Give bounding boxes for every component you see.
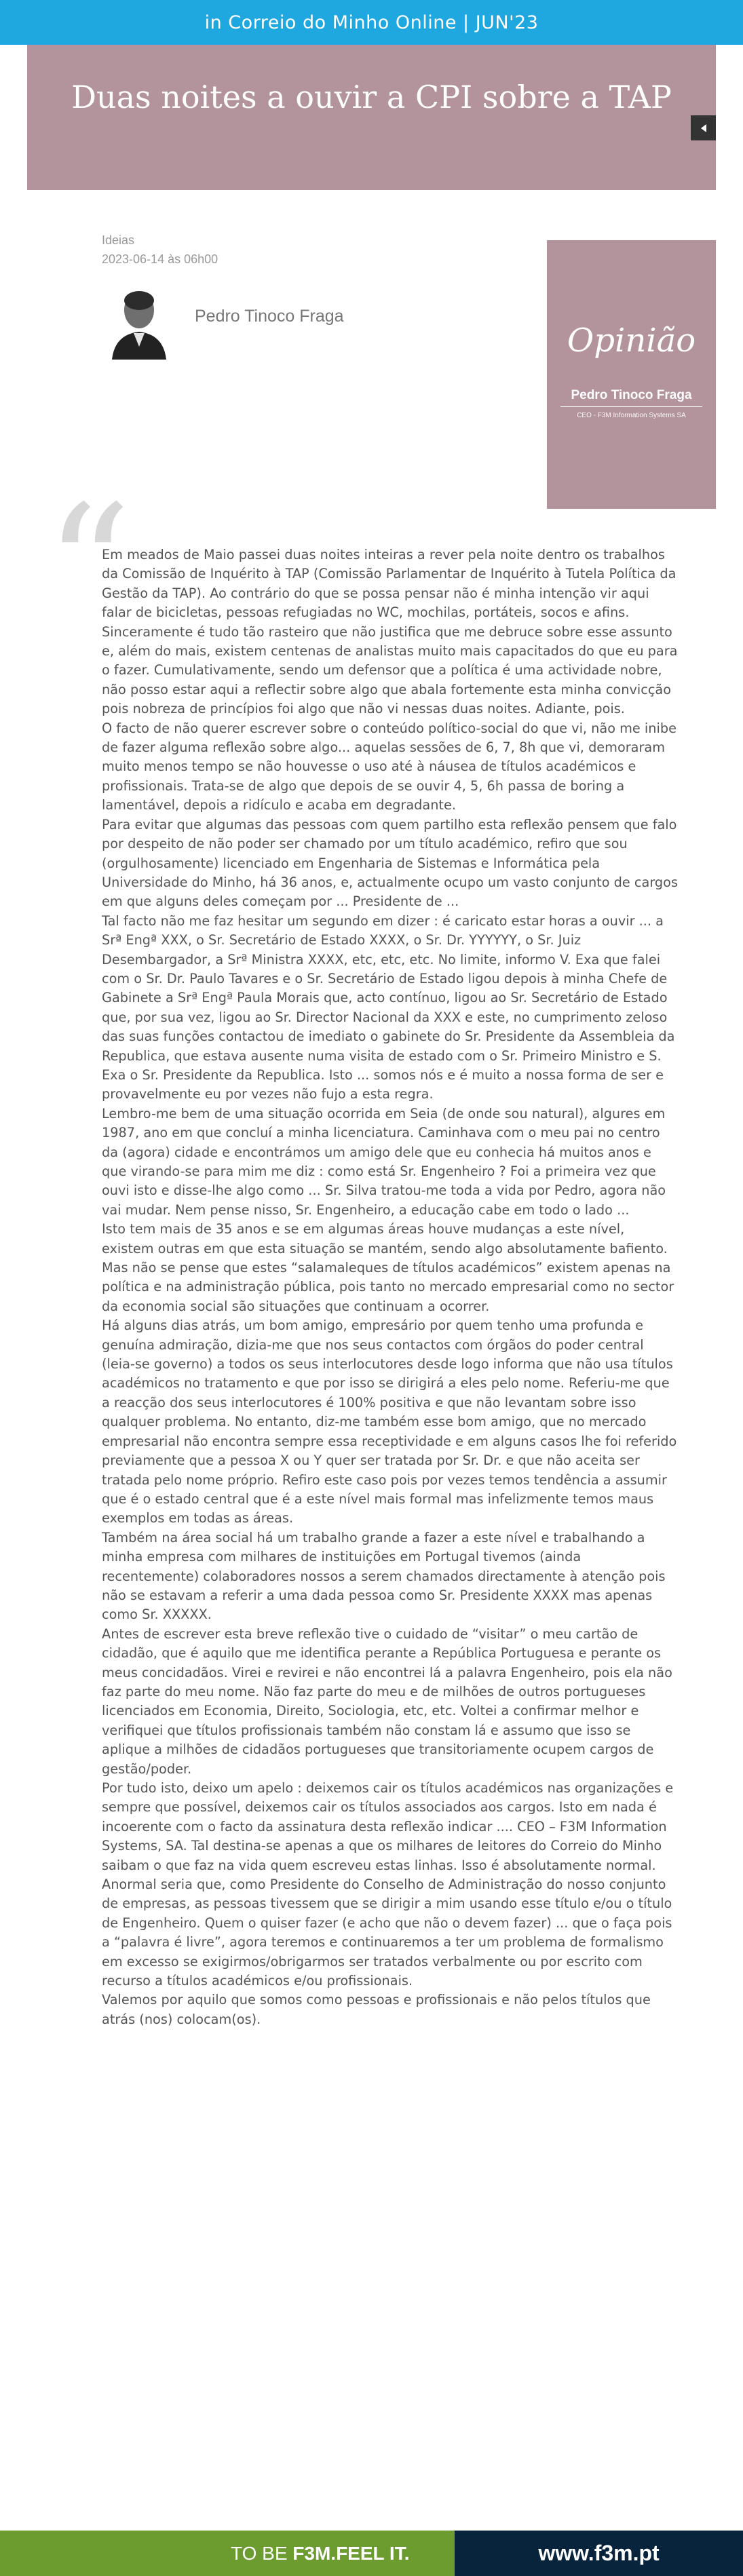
tagline-prefix: TO BE — [231, 2543, 293, 2564]
footer-tagline — [231, 2543, 409, 2564]
article-paragraph: Mas não se pense que estes “salamaleques de títulos académicos” existem apenas na política e na administração pública, pois tanto no mercado empresarial como no sector da economia social são situações que continuam a ocorrer. — [102, 1260, 674, 1314]
article-paragraph: Antes de escrever esta breve reflexão tive o cuidado de “visitar” o meu cartão de cidadão, que é aquilo que me identifica perante a República Portuguesa e perante os meus concidadãos. Virei e revirei e não encontrei lá a palavra Engenheiro, pois ela não faz parte do meu nome. Não faz parte do meu e de milhões de outros portugueses licenciados em Economia, Direito, Sociologia, etc, etc. Voltei a confirmar melhor e verifiquei que títulos profissionais também não constam lá e assumo que isso se aplique a milhões de cidadãos portugueses que transitoriamente ocupem cargos de gestão/poder. — [102, 1626, 672, 1777]
article-paragraph: Isto tem mais de 35 anos e se em algumas áreas houve mudanças a este nível, existem outras em que esta situação se mantém, sendo algo absolutamente bafiento. — [102, 1221, 668, 1256]
triangle-left-icon[interactable] — [691, 115, 716, 140]
footer-banner — [0, 2531, 743, 2576]
opinion-card — [547, 240, 716, 509]
article-paragraph: Valemos por aquilo que somos como pessoas e profissionais e não pelos títulos que atrás (nos) colocam(os). — [102, 1992, 651, 2027]
article-title: Duas noites a ouvir a CPI sobre a TAP — [71, 79, 672, 115]
article-date: 2023-06-14 às 06h00 — [102, 252, 218, 266]
article-paragraph: Lembro-me bem de uma situação ocorrida em Seia (de onde sou natural), algures em 1987, ano em que concluí a minha licenciatura. Caminhava com o meu pai no centro da (agora) cidade e encontrámos um amigo dele que eu conhecia há muitos anos e que virando-se para mim me diz : como está Sr. Engenheiro ? Foi a primeira vez que ouvi isto e disse-lhe algo como ... Sr. Silva tratou-me toda a vida por Pedro, agora não vai mudar. Nem pense nisso, Sr. Engenheiro, a educação cabe em todo o lado ... — [102, 1105, 666, 1218]
quote-icon: “ — [45, 469, 132, 666]
article-paragraph: Para evitar que algumas das pessoas com quem partilho esta reflexão pensem que falo por despeito de não poder ser chamado por um título académico, refiro que sou (orgulhosamente) licenciado em Engenharia de Sistemas e Informática pela Universidade do Minho, há 36 anos, e, actualmente ocupo um vasto conjunto de cargos em que alguns deles começam por ... Presidente de ... — [102, 816, 678, 910]
article-header — [27, 45, 716, 190]
article-section[interactable]: Ideias — [102, 233, 135, 247]
article-paragraph: Há alguns dias atrás, um bom amigo, empresário por quem tenho uma profunda e genuína admiração, dizia-me que nos seus contactos com órgãos do poder central (leia-se governo) a todos os seus interlocutores desde logo informa que não usa títulos académicos no tratamento e que por isso se dirigirá a eles pelo nome. Referiu-me que a reacção dos seus interlocutores é 100% positiva e que não levantam sobre isso qualquer problema. No entanto, diz-me também esse bom amigo, que no mercado empresarial não encontra sempre essa receptividade e em alguns casos lhe foi referido previamente que a pessoa X ou Y quer ser tratada por Sr. Dr. e que não aceita ser tratada pelo nome próprio. Refiro este caso pois por vezes temos tendência a assumir que é o estado central que é a este nível mais formal mas infelizmente temos maus exemplos em todas as áreas. — [102, 1318, 677, 1526]
tagline-brand: F3M.FEEL IT. — [292, 2543, 410, 2564]
article-paragraph: Em meados de Maio passei duas noites inteiras a rever pela noite dentro os trabalhos da Comissão de Inquérito à TAP (Comissão Parlamentar de Inquérito à Tutela Política da Gestão da TAP). Ao contrário do que se possa pensar não é minha intenção vir aqui falar de bicicletas, pessoas refugiadas no WC, mochilas, portáteis, socos e afins. Sinceramente é tudo tão rasteiro que não justifica que me debruce sobre esse assunto e, além do mais, existem centenas de analistas muito mais capacitados do que eu para o fazer. Cumulativamente, sendo um defensor que a política é uma actividade nobre, não posso estar aqui a reflectir sobre algo que abala fortemente esta minha convicção pois nobreza de princípios foi algo que não vi nessas duas noites. Adiante, pois. — [102, 547, 678, 717]
article-body — [102, 545, 679, 2029]
article-paragraph: O facto de não querer escrever sobre o conteúdo político-social do que vi, não me inibe de fazer alguma reflexão sobre algo... aquelas sessões de 6, 7, 8h que vi, demoraram muito menos tempo se não houvesse o uso até à náusea de títulos académicos e profissionais. Trata-se de algo que depois de se ouvir 4, 5, 6h passa de boring a lamentável, depois a ridículo e acaba em degradante. — [102, 720, 677, 813]
opinion-author-name: Pedro Tinoco Fraga — [571, 388, 692, 402]
article-paragraph: Por tudo isto, deixo um apelo : deixemos cair os títulos académicos nas organizações e sempre que possível, deixemos cair os títulos associados aos cargos. Isto em nada é incoerente com o facto da assinatura desta reflexão indicar .... CEO – F3M Information Systems, SA. Tal destina-se apenas a que os milhares de leitores do Correio do Minho saibam o que faz na vida quem escreveu estas linhas. Isso é absolutamente normal. Anormal seria que, como Presidente do Conselho de Administração do nosso conjunto de empresas, as pessoas tivessem que se dirigir a mim usando esse título e/ou o título de Engenheiro. Quem o quiser fazer (e acho que não o devem fazer) ... que o faça pois a “palavra é livre”, agora teremos e continuaremos a ter um problema de formalismo em excesso se exigirmos/obrigarmos ser tratados verbalmente ou por escrito com recurso a títulos académicos e/ou profissionais. — [102, 1780, 674, 1989]
footer-tagline-area — [0, 2531, 455, 2576]
top-banner — [0, 0, 743, 45]
footer-url-link[interactable] — [455, 2531, 743, 2576]
opinion-author-role: CEO - F3M Information Systems SA — [577, 412, 686, 419]
article-paragraph: Tal facto não me faz hesitar um segundo em dizer : é caricato estar horas a ouvir ... a Srª Engª XXX, o Sr. Secretário de Estado XXXX, o Sr. Dr. YYYYYY, o Sr. Juiz Desembargador, a Srª Ministra XXXX, etc, etc, etc. No limite, informo V. Exa que falei com o Sr. Dr. Paulo Tavares e o Sr. Secretário de Estado ligou depois à minha Chefe de Gabinete a Srª Engª Paula Morais que, acto contínuo, ligou ao Sr. Secretário de Estado que, por sua vez, ligou ao Sr. Director Nacional da XXX e este, no cumprimento zeloso das suas funções contactou de imediato o gabinete do Sr. Presidente da Assembleia da Republica, que estava ausente numa visita de estado com o Sr. Primeiro Ministro e S. Exa o Sr. Presidente da Republica. Isto ... somos nós e é muito a nossa forma de ser e provavelmente eu por vezes não fujo a esta regra. — [102, 912, 675, 1102]
article-paragraph: Também na área social há um trabalho grande a fazer a este nível e trabalhando a minha empresa com milhares de instituições em Portugal tivemos (ainda recentemente) colaboradores nossos a serem chamados directamente à atenção pois não se estavam a referir a uma dada pessoa como Sr. Presidente XXXX mas apenas como Sr. XXXXX. — [102, 1529, 666, 1623]
divider — [560, 406, 702, 407]
author-name[interactable]: Pedro Tinoco Fraga — [195, 307, 344, 326]
opinion-label: Opinião — [567, 322, 696, 360]
footer-url[interactable]: www.f3m.pt — [538, 2541, 660, 2565]
author-avatar — [107, 282, 172, 360]
banner-title: in Correio do Minho Online | JUN'23 — [204, 12, 539, 33]
